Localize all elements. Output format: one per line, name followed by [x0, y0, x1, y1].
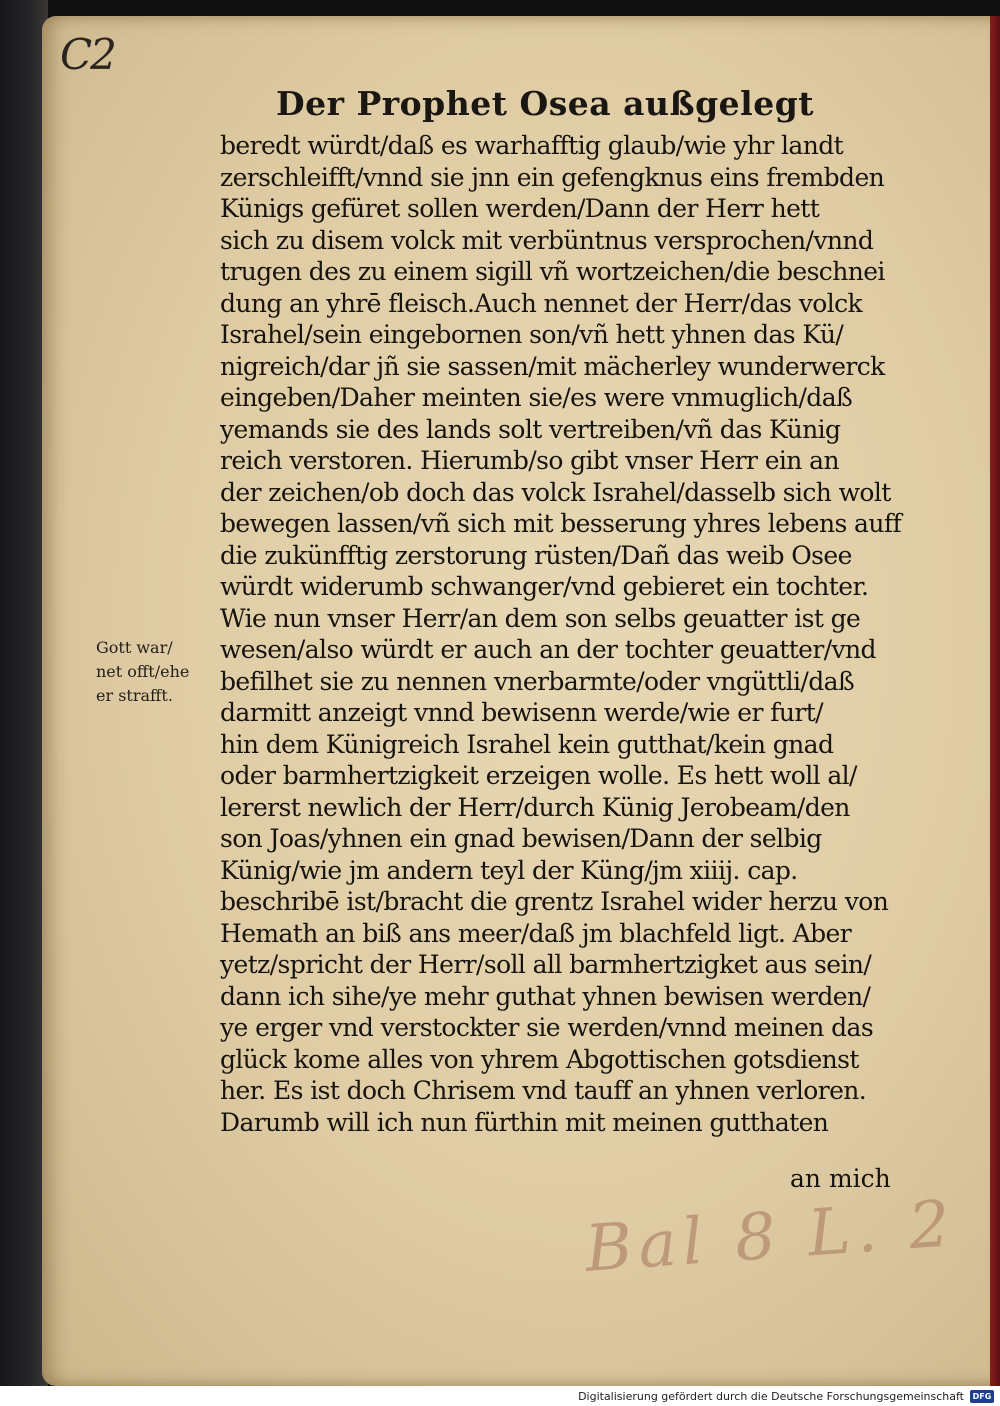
text-line: yetz/spricht der Herr/soll all barmhertzigket aus sein/: [220, 950, 872, 979]
text-line: Wie nun vnser Herr/an dem son selbs geuatter ist ge: [220, 603, 861, 633]
text-line: ye erger vnd verstockter sie werden/vnnd meinen das: [220, 1013, 874, 1042]
handwritten-library-mark: Bal 8 L. 2: [582, 1187, 959, 1287]
text-line: würdt widerumb schwanger/vnd gebieret ein tochter.: [220, 572, 869, 601]
text-line: befilhet sie zu nennen vnerbarmte/oder vngüttli/daß: [220, 666, 855, 696]
text-line: beschribē ist/bracht die grentz Israhel wider herzu von: [220, 887, 889, 916]
text-line: reich verstoren. Hierumb/so gibt vnser Herr ein an: [220, 446, 839, 475]
text-line: son Joas/yhnen ein gnad bewisen/Dann der selbig: [220, 824, 822, 853]
marginal-note-line: er strafft.: [96, 686, 173, 705]
text-line: sich zu disem volck mit verbüntnus versprochen/vnnd: [220, 225, 874, 255]
catchword: an mich: [790, 1164, 891, 1193]
dfg-logo-icon: DFG: [970, 1390, 994, 1403]
text-line: dung an yhrē fleisch.Auch nennet der Herr/das volck: [220, 288, 863, 318]
text-line: Darumb will ich nun fürthin mit meinen gutthaten: [220, 1107, 829, 1137]
text-line: hin dem Künigreich Israhel kein gutthat/kein gnad: [220, 729, 834, 759]
text-line: Künigs gefüret sollen werden/Dann der Herr hett: [220, 194, 820, 223]
text-line: beredt würdt/daß es warhafftig glaub/wie yhr landt: [220, 131, 844, 160]
running-head: Der Prophet Osea außgelegt: [275, 84, 815, 123]
text-line: Hemath an biß ans meer/daß jm blachfeld ligt. Aber: [220, 918, 852, 948]
marginal-note-line: Gott war/: [96, 638, 173, 657]
book-binding-edge: [0, 0, 48, 1388]
text-line: Künig/wie jm andern teyl der Küng/jm xiiij. cap.: [220, 855, 798, 885]
text-line: dann ich sihe/ye mehr guthat yhnen bewisen werden/: [220, 981, 871, 1011]
text-line: die zukünfftig zerstorung rüsten/Dañ das weib Osee: [220, 540, 852, 570]
text-line: Israhel/sein eingebornen son/vñ hett yhnen das Kü/: [220, 320, 844, 349]
main-text-block: [220, 130, 920, 1138]
signature-mark: C2: [60, 30, 115, 79]
text-line: bewegen lassen/vñ sich mit besserung yhres lebens auff: [220, 509, 902, 538]
page-edge-red: [990, 16, 1000, 1386]
text-line: glück kome alles von yhrem Abgottischen gotsdienst: [220, 1044, 859, 1074]
text-line: lererst newlich der Herr/durch Künig Jerobeam/den: [220, 792, 850, 822]
text-line: darmitt anzeigt vnnd bewisenn werde/wie er furt/: [220, 698, 823, 727]
text-line: der zeichen/ob doch das volck Israhel/dasselb sich wolt: [220, 477, 891, 507]
text-line: nigreich/dar jñ sie sassen/mit mächerley wunderwerck: [220, 351, 885, 381]
text-line: wesen/also würdt er auch an der tochter geuatter/vnd: [220, 635, 876, 664]
footer-bar: [0, 1386, 1000, 1406]
text-line: yemands sie des lands solt vertreiben/vñ das Künig: [220, 414, 841, 444]
text-line: oder barmhertzigkeit erzeigen wolle. Es hett woll al/: [220, 761, 857, 790]
text-line: her. Es ist doch Chrisem vnd tauff an yhnen verloren.: [220, 1076, 867, 1105]
marginal-note: [96, 636, 216, 708]
footer-credit: Digitalisierung gefördert durch die Deutsche Forschungsgemeinschaft: [578, 1390, 964, 1403]
text-line: trugen des zu einem sigill vñ wortzeichen/die beschnei: [220, 257, 885, 286]
text-line: zerschleifft/vnnd sie jnn ein gefengknus eins frembden: [220, 162, 885, 192]
marginal-note-line: net offt/ehe: [96, 662, 190, 681]
text-line: eingeben/Daher meinten sie/es were vnmuglich/daß: [220, 383, 853, 412]
